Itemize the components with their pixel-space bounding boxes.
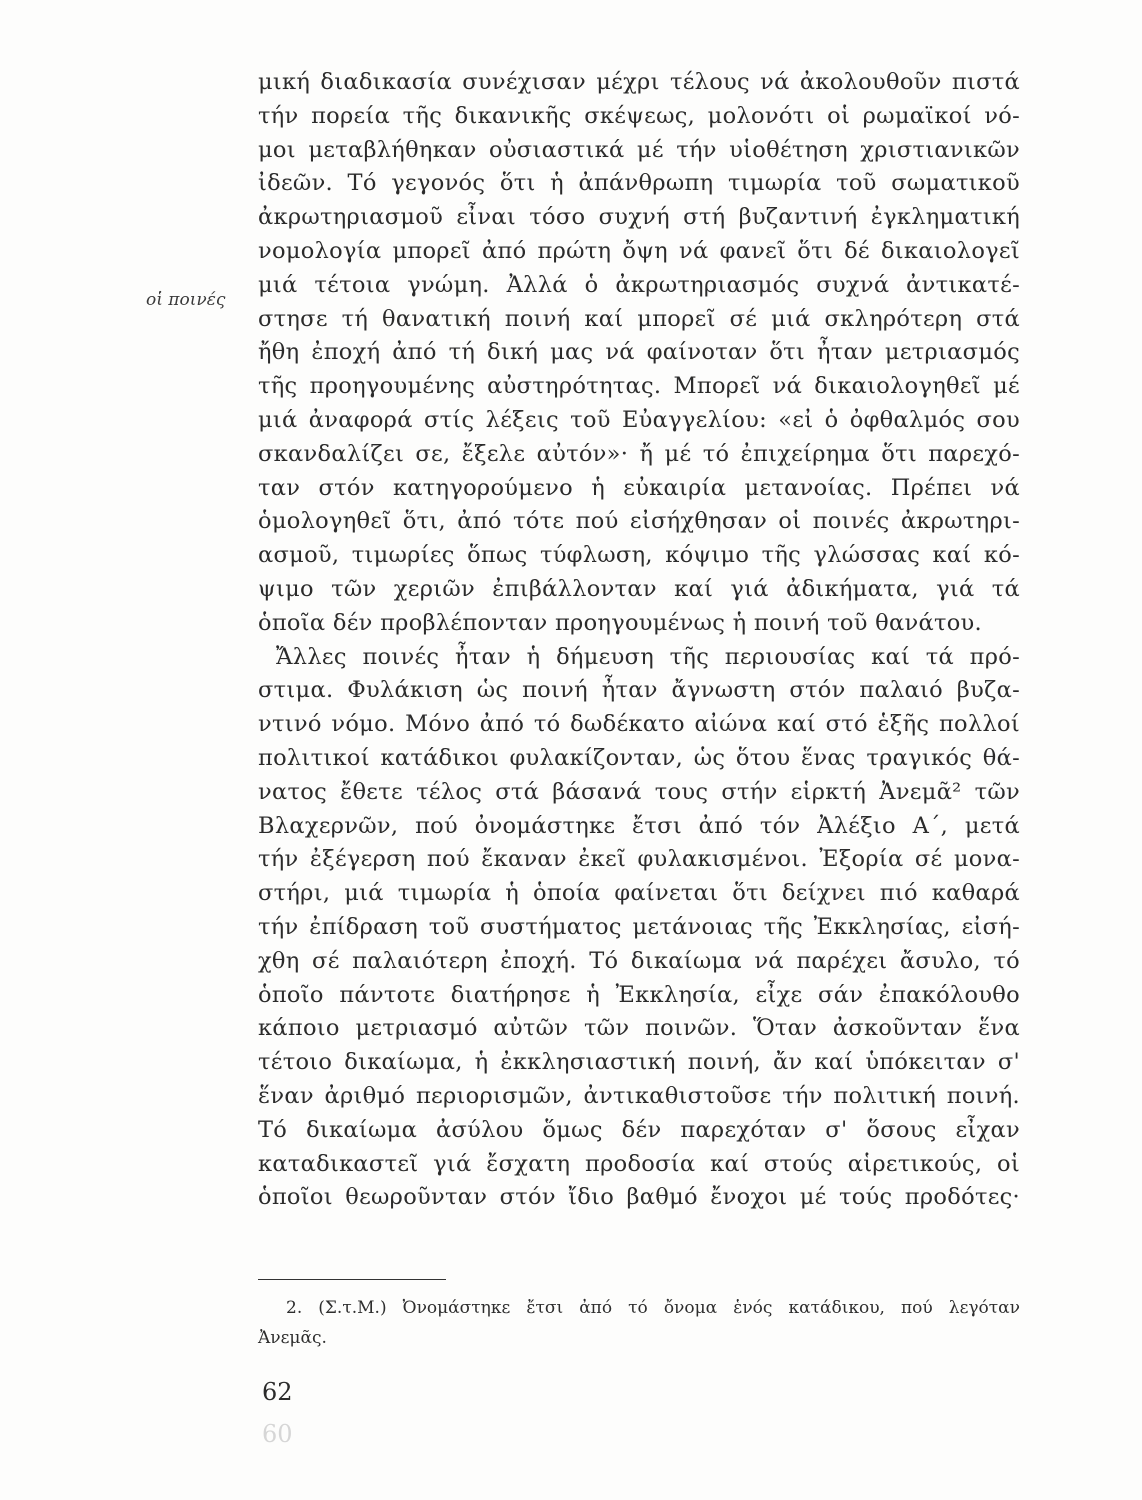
text-line: ταν στόν κατηγορούμενο ἡ εὐκαιρία μετανοίας. Πρέπει νά bbox=[258, 474, 1020, 501]
text-line: χθη σέ παλαιότερη ἐποχή. Τό δικαίωμα νά παρέχει ἄσυλο, τό bbox=[258, 947, 1020, 974]
text-line: ὁποῖοι θεωροῦνταν στόν ἴδιο βαθμό ἔνοχοι μέ τούς προδότες· bbox=[258, 1184, 1020, 1211]
text-line: μική διαδικασία συνέχισαν μέχρι τέλους νά ἀκολουθοῦν πιστά bbox=[258, 69, 1020, 95]
text-line: ἕναν ἀριθμό περιορισμῶν, ἀντικαθιστοῦσε τήν πολιτική ποινή. bbox=[258, 1082, 1020, 1109]
footnote bbox=[258, 1293, 1020, 1353]
text-line: Βλαχερνῶν, πού ὀνομάστηκε ἔτσι ἀπό τόν Ἀλέξιο Α΄, μετά bbox=[258, 812, 1020, 839]
text-line: ψιμο τῶν χεριῶν ἐπιβάλλονταν καί γιά ἀδικήματα, γιά τά bbox=[258, 575, 1020, 602]
text-line: κάποιο μετριασμό αὐτῶν τῶν ποινῶν. Ὅταν ἀσκοῦνταν ἕνα bbox=[258, 1015, 1020, 1042]
text-line: τήν ἐπίδραση τοῦ συστήματος μετάνοιας τῆς Ἐκκλησίας, εἰσή- bbox=[258, 913, 1020, 940]
text-line: καταδικαστεῖ γιά ἔσχατη προδοσία καί στούς αἱρετικούς, οἱ bbox=[258, 1150, 1020, 1177]
text-line: ἀκρωτηριασμοῦ εἶναι τόσο συχνή στή βυζαντινή ἐγκληματική bbox=[258, 204, 1020, 231]
text-line: τέτοιο δικαίωμα, ἡ ἐκκλησιαστική ποινή, ἄν καί ὑπόκειταν σ' bbox=[258, 1049, 1020, 1076]
footnote-line: Ἀνεμᾶς. bbox=[258, 1328, 327, 1348]
text-line: νομολογία μπορεῖ ἀπό πρώτη ὄψη νά φανεῖ ὅτι δέ δικαιολογεῖ bbox=[258, 237, 1020, 264]
body-text bbox=[258, 66, 1020, 1215]
text-line: πολιτικοί κατάδικοι φυλακίζονταν, ὡς ὅτου ἕνας τραγικός θά- bbox=[258, 744, 1020, 771]
text-line: ἰδεῶν. Τό γεγονός ὅτι ἡ ἀπάνθρωπη τιμωρία τοῦ σωματικοῦ bbox=[258, 170, 1020, 197]
text-line: ὁποῖα δέν προβλέπονταν προηγουμένως ἡ ποινή τοῦ θανάτου. bbox=[258, 609, 982, 636]
text-line: τήν ἐξέγερση πού ἔκαναν ἐκεῖ φυλακισμένοι. Ἐξορία σέ μονα- bbox=[258, 846, 1020, 873]
text-line: στησε τή θανατική ποινή καί μπορεῖ σέ μιά σκληρότερη στά bbox=[258, 305, 1020, 332]
text-line: μοι μεταβλήθηκαν οὐσιαστικά μέ τήν υἱοθέτηση χριστιανικῶν bbox=[258, 136, 1020, 163]
text-line: Ἄλλες ποινές ἦταν ἡ δήμευση τῆς περιουσίας καί τά πρό- bbox=[276, 643, 1020, 670]
bleed-through-page-number: 60 bbox=[262, 1420, 293, 1448]
page-number: 62 bbox=[262, 1378, 293, 1406]
text-line: τήν πορεία τῆς δικανικῆς σκέψεως, μολονότι οἱ ρωμαϊκοί νό- bbox=[258, 102, 1020, 129]
text-line: μιά τέτοια γνώμη. Ἀλλά ὁ ἀκρωτηριασμός συχνά ἀντικατέ- bbox=[258, 271, 1020, 298]
text-line: ἤθη ἐποχή ἀπό τή δική μας νά φαίνοταν ὅτι ἦταν μετριασμός bbox=[258, 339, 1020, 366]
text-line: μιά ἀναφορά στίς λέξεις τοῦ Εὐαγγελίου: «εἰ ὁ ὀφθαλμός σου bbox=[258, 406, 1020, 433]
footnote-line: 2. (Σ.τ.Μ.) Ὀνομάστηκε ἔτσι ἀπό τό ὄνομα ἑνός κατάδικου, πού λεγόταν bbox=[286, 1298, 1020, 1318]
text-line: σκανδαλίζει σε, ἔξελε αὐτόν»· ἤ μέ τό ἐπιχείρημα ὅτι παρεχό- bbox=[258, 440, 1020, 467]
text-line: στιμα. Φυλάκιση ὡς ποινή ἦταν ἄγνωστη στόν παλαιό βυζα- bbox=[258, 677, 1020, 704]
text-line: ντινό νόμο. Μόνο ἀπό τό δωδέκατο αἰώνα καί στό ἑξῆς πολλοί bbox=[258, 711, 1020, 738]
footnote-divider bbox=[258, 1279, 446, 1280]
text-line: τῆς προηγουμένης αὐστηρότητας. Μπορεῖ νά δικαιολογηθεῖ μέ bbox=[258, 373, 1020, 400]
margin-note: οἱ ποινές bbox=[146, 290, 226, 310]
text-line: στήρι, μιά τιμωρία ἡ ὁποία φαίνεται ὅτι δείχνει πιό καθαρά bbox=[258, 880, 1020, 907]
text-line: ὁποῖο πάντοτε διατήρησε ἡ Ἐκκλησία, εἶχε σάν ἐπακόλουθο bbox=[258, 981, 1020, 1008]
text-line: νατος ἔθετε τέλος στά βάσανά τους στήν εἱρκτή Ἀνεμᾶ² τῶν bbox=[258, 778, 1020, 805]
text-line: ὁμολογηθεῖ ὅτι, ἀπό τότε πού εἰσήχθησαν οἱ ποινές ἀκρωτηρι- bbox=[258, 508, 1020, 535]
text-line: Τό δικαίωμα ἀσύλου ὅμως δέν παρεχόταν σ' ὅσους εἶχαν bbox=[258, 1116, 1020, 1143]
text-line: ασμοῦ, τιμωρίες ὅπως τύφλωση, κόψιμο τῆς γλώσσας καί κό- bbox=[258, 542, 1020, 569]
